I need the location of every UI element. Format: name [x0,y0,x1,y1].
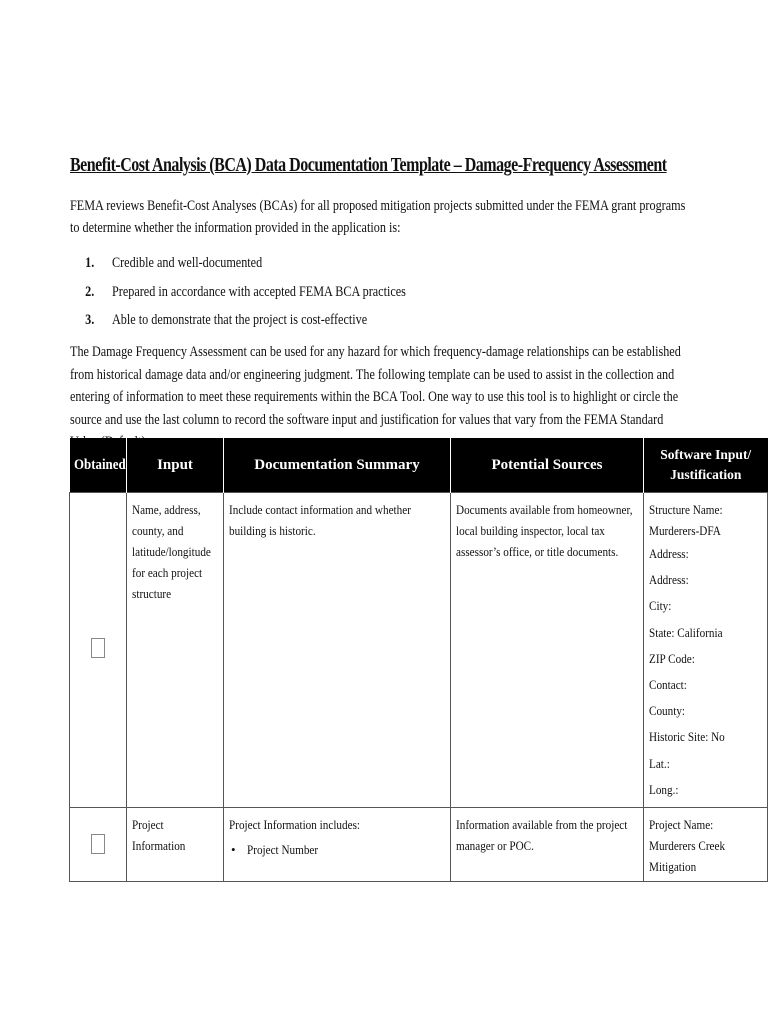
city-value: City: [649,598,672,614]
list-text: Credible and well-documented [112,255,263,271]
summary-cell [224,808,451,882]
header-documentation-summary: Documentation Summary [224,438,451,493]
software-values [649,499,762,803]
cell-text: Project Name: Murderers Creek Mitigation [649,817,726,875]
input-cell [127,808,224,882]
historic-site-value: Historic Site: No [649,729,725,745]
list-item [70,252,423,281]
summary-cell [224,493,451,808]
county-value: County: [649,703,686,719]
cell-text: Include contact information and whether building is historic. [229,502,411,538]
requirements-list [70,252,423,338]
structure-name-value: Structure Name: Murderers-DFA [649,502,723,538]
bullet-symbol: • [231,842,236,858]
sources-cell [451,808,644,882]
bca-table [69,438,768,882]
zip-value: ZIP Code: [649,650,695,666]
page-title: Benefit-Cost Analysis (BCA) Data Documentation Template – Damage-Frequency Assessment [70,155,667,176]
list-text: Able to demonstrate that the project is cost-effective [112,312,368,328]
cell-text: Information available from the project manager or POC. [456,817,628,854]
software-cell [644,493,768,808]
obtained-checkbox[interactable] [91,638,105,658]
header-potential-sources: Potential Sources [451,438,644,493]
description-paragraph: The Damage Frequency Assessment can be used for any hazard for which frequency-damage relationships can be established from historical damage data and/or engineering judgment. The following template can be used to assist in the collection and entering of information to meet these requirements within the BCA Tool. One way to use this tool is to highlight or circle the source and use the last column to record the software input and justification for values that vary from the FEMA Standard [70,344,681,428]
obtained-cell [70,808,127,882]
address-value-2: Address: [649,572,689,588]
lat-value: Lat.: [649,755,670,771]
input-cell [127,493,224,808]
cell-text: Project Information includes: [229,817,361,833]
software-cell [644,808,768,882]
address-value: Address: [649,546,689,561]
table-row [70,808,768,882]
sources-cell [451,493,644,808]
header-software-input: Software Input/ Justification [644,438,768,493]
contact-value: Contact: [649,677,687,693]
list-item [70,281,423,310]
obtained-cell [70,493,127,808]
table-row [70,493,768,808]
list-number: 3. [85,312,95,328]
list-number: 2. [85,283,95,300]
table-header-row [70,438,768,493]
cell-text: Documents available from homeowner, local building inspector, local tax assessor’s office, or title documents. [456,502,633,559]
obtained-checkbox[interactable] [91,834,105,854]
cell-text: Name, address, county, and latitude/longitude for each project structure [132,502,211,601]
list-text: Prepared in accordance with accepted FEMA BCA practices [112,283,406,300]
cell-text: Project Information [132,817,186,854]
bullet-text: Project Number [247,842,319,858]
header-obtained: Obtained [70,438,127,493]
list-number: 1. [85,255,95,271]
bullet-item [229,839,445,860]
state-value: State: California [649,624,723,640]
intro-paragraph: FEMA reviews Benefit-Cost Analyses (BCAs) for all proposed mitigation projects submitted under the FEMA grant programs to determine whether the information provided in the application is: [70,198,686,236]
list-item [70,309,423,338]
header-input: Input [127,438,224,493]
long-value: Long.: [649,781,679,797]
